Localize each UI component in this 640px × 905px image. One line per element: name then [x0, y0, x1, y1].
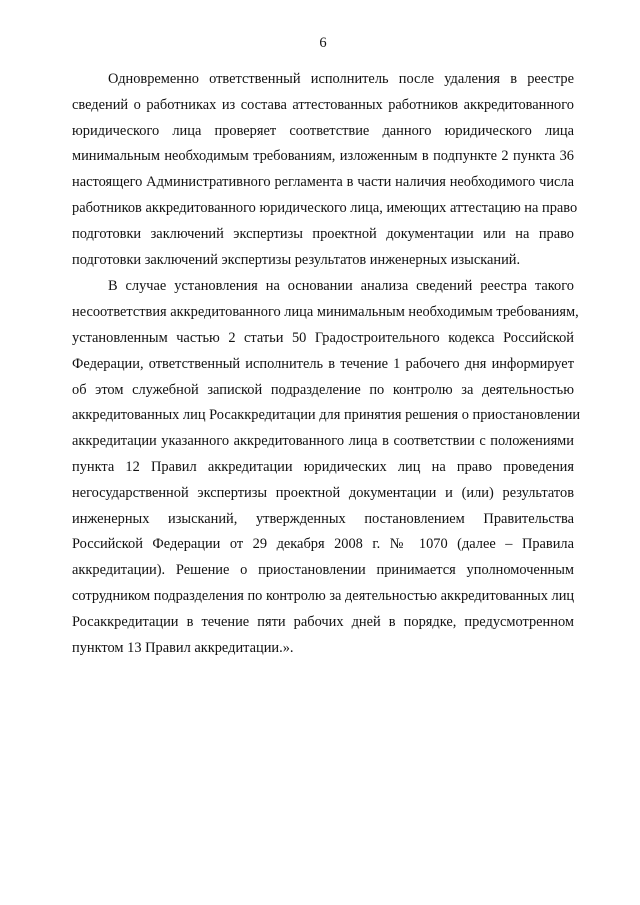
- text-line: юридического лица проверяет соответствие данного юридического лица: [72, 122, 574, 139]
- text-line: аккредитованных лиц Росаккредитации для принятия решения о приостановлении: [72, 407, 581, 424]
- text-line: пункта 12 Правил аккредитации юридических лиц на право проведения: [72, 458, 574, 475]
- paragraph-2: [72, 274, 581, 661]
- text-line: установленным частью 2 статьи 50 Градостроительного кодекса Российской: [72, 329, 574, 346]
- text-line: Росаккредитации в течение пяти рабочих дней в порядке, предусмотренном: [72, 613, 574, 630]
- text-line: Российской Федерации от 29 декабря 2008 г. № 1070 (далее – Правила: [72, 536, 574, 553]
- text-line: В случае установления на основании анализа сведений реестра такого: [108, 278, 574, 295]
- text-line: Одновременно ответственный исполнитель после удаления в реестре: [108, 71, 574, 87]
- text-line: сведений о работниках из состава аттестованных работников аккредитованного: [72, 96, 574, 113]
- text-line: подготовки заключений экспертизы результатов инженерных изысканий.: [72, 251, 521, 268]
- text-line: сотрудником подразделения по контролю за деятельностью аккредитованных лиц: [72, 587, 575, 604]
- text-line: настоящего Административного регламента в части наличия необходимого числа: [72, 174, 574, 191]
- text-line: минимальным необходимым требованиям, изложенным в подпункте 2 пункта 36: [72, 148, 574, 165]
- text-line: негосударственной экспертизы проектной документации и (или) результатов: [72, 484, 574, 501]
- text-line: несоответствия аккредитованного лица минимальным необходимым требованиям,: [72, 304, 579, 321]
- text-line: инженерных изысканий, утвержденных постановлением Правительства: [72, 510, 574, 527]
- page-number: 6: [319, 35, 327, 51]
- text-line: Федерации, ответственный исполнитель в течение 1 рабочего дня информирует: [72, 355, 574, 372]
- text-line: подготовки заключений экспертизы проектной документации или на право: [72, 225, 574, 242]
- document-body: [72, 67, 581, 661]
- text-line: об этом служебной запиской подразделение по контролю за деятельностью: [72, 381, 574, 398]
- text-line: пунктом 13 Правил аккредитации.».: [72, 639, 294, 656]
- text-line: аккредитации указанного аккредитованного лица в соответствии с положениями: [72, 433, 574, 450]
- paragraph-1: [72, 67, 578, 273]
- text-line: аккредитации). Решение о приостановлении принимается уполномоченным: [72, 562, 574, 579]
- text-line: работников аккредитованного юридического лица, имеющих аттестацию на право: [72, 199, 578, 216]
